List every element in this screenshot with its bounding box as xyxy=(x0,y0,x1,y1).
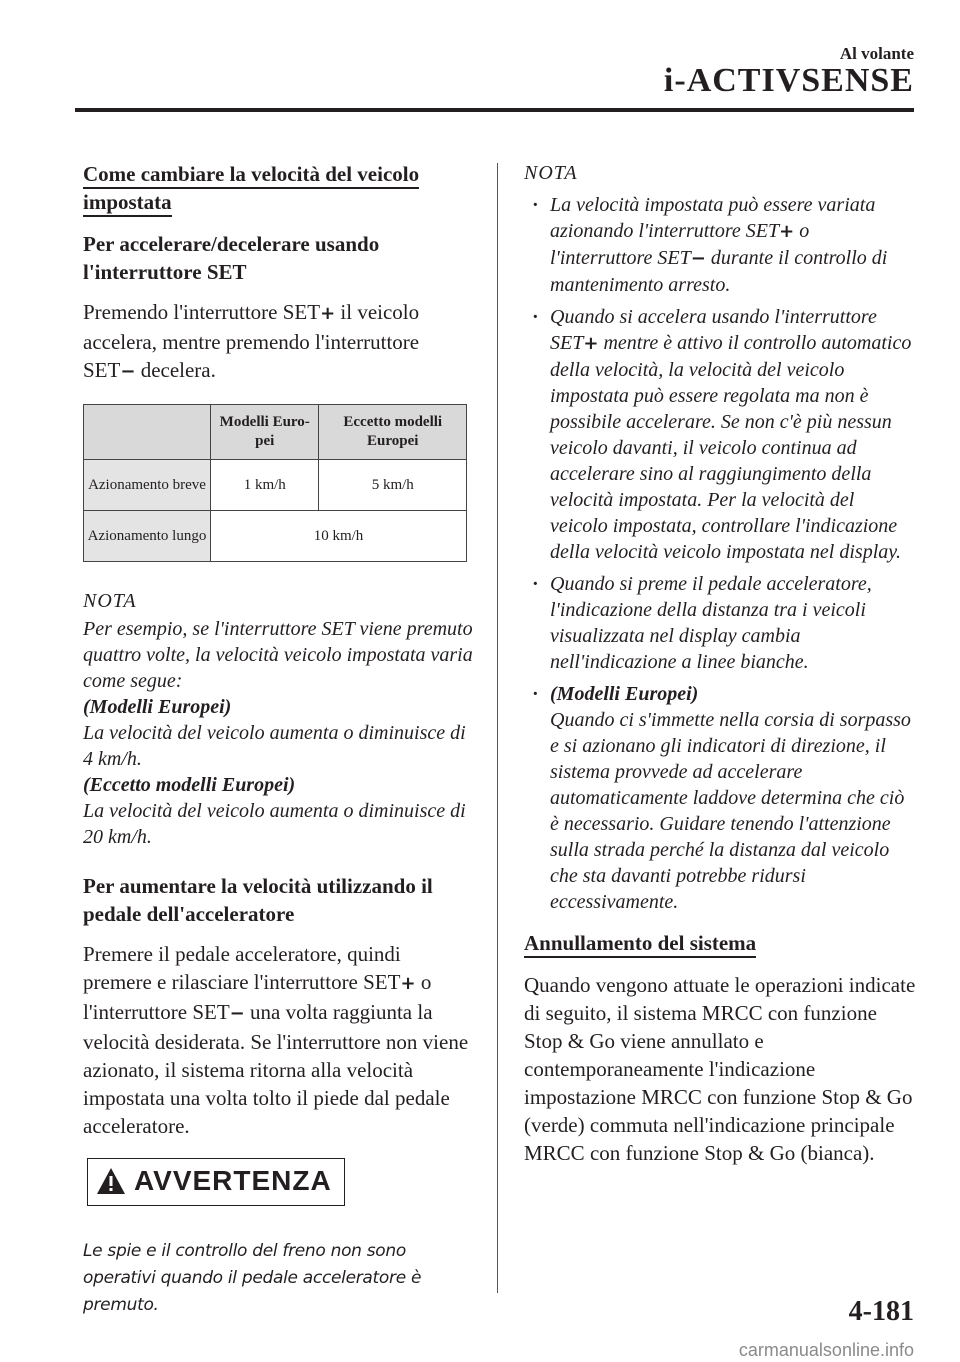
note-text: Per esempio, se l'interruttore SET viene premuto quattro volte, la velocità veicolo impostata varia come segue: (Modelli Europei) La velocità del veicolo aumenta o diminuisce di 4 km/h. (Eccetto modelli Europei) La velocità del veicolo aumenta o diminuisce di 20 km/h. xyxy=(83,618,473,848)
set-plus-symbol: + xyxy=(320,303,336,324)
watermark: carmanualsonline.info xyxy=(738,1340,914,1360)
paragraph-cancel: Quando vengono attuate le operazioni indicate di seguito, il sistema MRCC con funzione Stop & Go viene annullato e contemporaneamente l'indicazione impostazione MRCC con funzione Stop & Go (verde) commuta nell'indicazione principale MRCC con funzione Stop & Go (bianca). xyxy=(524,973,916,1165)
table-cell: 1 km/h xyxy=(211,460,319,511)
table-cell: 5 km/h xyxy=(319,460,467,511)
set-plus-symbol: + xyxy=(583,333,599,354)
paragraph-set-switch: Premendo l'interruttore SET+ il veicolo accelera, mentre premendo l'interruttore SET− decelera. xyxy=(83,300,420,382)
table-header-row xyxy=(84,405,467,460)
warning-box xyxy=(87,1158,345,1206)
set-minus-symbol: − xyxy=(120,361,136,382)
paragraph-accelerator: Premere il pedale acceleratore, quindi premere e rilasciare l'interruttore SET+ o l'interruttore SET− una volta raggiunta la velocità desiderata. Se l'interruttore non viene azionato, il sistema ritorna alla velocità impostata una volta tolto il piede dal pedale acceleratore. xyxy=(83,942,469,1138)
subheading-accelerator: Per aumentare la velocità utilizzando il pedale dell'acceleratore xyxy=(83,874,433,926)
table-row-label: Azionamento breve xyxy=(84,460,211,511)
right-column xyxy=(524,160,916,1185)
page-header-section: Al volante xyxy=(839,44,914,63)
left-column xyxy=(83,160,473,1319)
table-header-non-eu: Eccetto modelli Europei xyxy=(319,405,467,460)
set-minus-symbol: − xyxy=(229,1003,245,1024)
set-minus-symbol: − xyxy=(690,248,706,269)
warning-triangle-icon xyxy=(96,1167,126,1195)
note-title: NOTA xyxy=(83,590,137,612)
list-item: · Quando si accelera usando l'interruttore SET+ mentre è attivo il controllo automatico della velocità, la velocità del veicolo impostata può essere regolata ma non è possibile accelerare. Se non c'è più nessun veicolo davanti, il veicolo continua ad accelerare sino al raggiungimento della velocità impostata. Per la velocità del veicolo impostata, controllare l'indicazione della velocità veicolo impostata nel display. xyxy=(524,304,916,565)
list-item: · (Modelli Europei) Quando ci s'immette nella corsia di sorpasso e si azionano gli indicatori di direzione, il sistema provvede ad accelerare automaticamente laddove determina che ciò è necessario. Guidare tenendo l'attenzione sulla strada perché la distanza dal veicolo che sta davanti potrebbe ridursi eccessivamente. xyxy=(524,681,916,915)
list-item: · La velocità impostata può essere variata azionando l'interruttore SET+ o l'interruttore SET− durante il controllo di mantenimento arresto. xyxy=(524,192,916,298)
section-heading-cancel: Annullamento del sistema xyxy=(524,929,916,957)
table-cell: 10 km/h xyxy=(211,511,467,562)
page-header-title: i-ACTIVSENSE xyxy=(663,62,914,99)
warning-label: AVVERTENZA xyxy=(134,1165,332,1196)
set-plus-symbol: + xyxy=(779,221,795,242)
section-heading-speed-change: Come cambiare la velocità del veicolo impostata xyxy=(83,160,473,216)
subheading-set-switch: Per accelerare/decelerare usando l'interruttore SET xyxy=(83,232,380,284)
header-rule xyxy=(75,108,914,112)
set-plus-symbol: + xyxy=(400,973,416,994)
table-row xyxy=(84,511,467,562)
table-row-label: Azionamento lungo xyxy=(84,511,211,562)
column-divider xyxy=(497,163,498,1293)
list-item: · Quando si preme il pedale acceleratore, l'indicazione della distanza tra i veicoli visualizzata nel display cambia nell'indicazione a linee bianche. xyxy=(524,571,916,675)
table-header-empty xyxy=(84,405,211,460)
table-header-eu: Modelli Euro-pei xyxy=(211,405,319,460)
warning-text: Le spie e il controllo del freno non sono operativi quando il pedale acceleratore è premuto. xyxy=(83,1241,422,1315)
note-title: NOTA xyxy=(524,162,578,184)
speed-increment-table xyxy=(83,404,467,562)
page-number: 4-181 xyxy=(848,1296,914,1327)
table-row xyxy=(84,460,467,511)
note-bullet-list xyxy=(524,192,916,915)
